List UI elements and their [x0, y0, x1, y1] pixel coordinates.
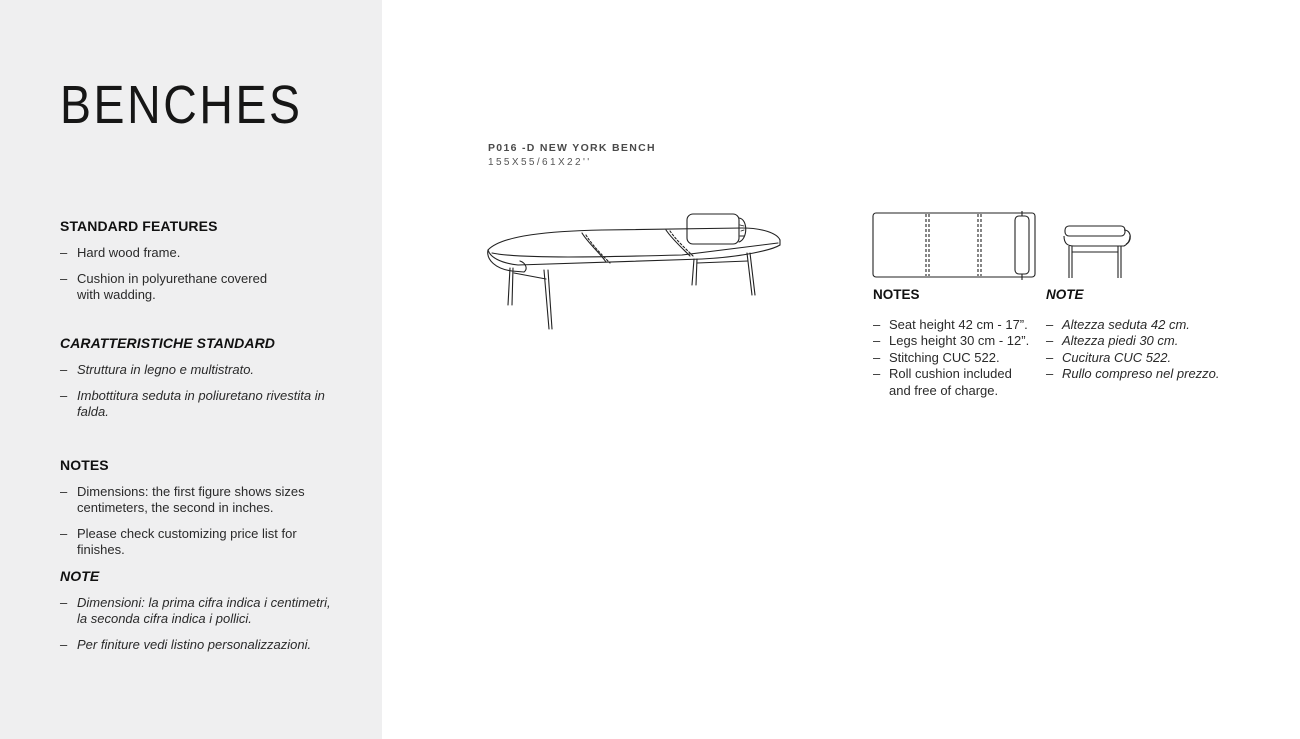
note-it-section: [60, 568, 340, 663]
list-item: – Stitching CUC 522.: [873, 350, 1048, 366]
product-notes-heading: NOTES: [873, 287, 920, 302]
product-note-it-heading: NOTE: [1046, 287, 1084, 302]
note-it-list: [60, 595, 340, 653]
list-item: – Struttura in legno e multistrato.: [60, 362, 340, 378]
bench-side-view-drawing-icon: [1060, 222, 1135, 282]
note-it-heading: NOTE: [60, 568, 100, 584]
product-code: P016 -D NEW YORK BENCH: [488, 142, 656, 154]
notes-section: [60, 457, 340, 568]
page-title: BENCHES: [60, 75, 303, 135]
notes-list: [60, 484, 340, 558]
list-item: – Legs height 30 cm - 12”.: [873, 333, 1048, 349]
list-item: – Altezza seduta 42 cm.: [1046, 317, 1246, 333]
product-dimensions: 155X55/61X22'': [488, 157, 592, 168]
list-item: – Altezza piedi 30 cm.: [1046, 333, 1246, 349]
list-item: – Roll cushion included and free of charge.: [873, 366, 1024, 399]
standard-features-list: [60, 245, 340, 303]
standard-features-section: [60, 218, 340, 313]
list-item: – Per finiture vedi listino personalizzazioni.: [60, 637, 340, 653]
caratteristiche-section: [60, 335, 340, 430]
bench-top-view-drawing-icon: [870, 210, 1040, 282]
standard-features-heading: STANDARD FEATURES: [60, 218, 218, 234]
product-note-it: [1046, 287, 1246, 383]
sidebar: [0, 0, 382, 739]
caratteristiche-list: [60, 362, 340, 420]
list-item: – Hard wood frame.: [60, 245, 340, 261]
list-item: – Imbottitura seduta in poliuretano rivestita in falda.: [60, 388, 327, 420]
product-notes: [873, 287, 1048, 399]
product-note-it-list: [1046, 317, 1246, 383]
list-item: – Please check customizing price list for finishes.: [60, 526, 317, 558]
notes-heading: NOTES: [60, 457, 109, 473]
list-item: – Rullo compreso nel prezzo.: [1046, 366, 1246, 382]
bench-perspective-drawing-icon: [482, 205, 787, 335]
list-item: – Cushion in polyurethane covered with wadding.: [60, 271, 277, 303]
caratteristiche-heading: CARATTERISTICHE STANDARD: [60, 335, 275, 351]
product-notes-list: [873, 317, 1048, 399]
list-item: – Seat height 42 cm - 17”.: [873, 317, 1048, 333]
list-item: – Cucitura CUC 522.: [1046, 350, 1246, 366]
list-item: – Dimensions: the first figure shows sizes centimeters, the second in inches.: [60, 484, 322, 516]
list-item: – Dimensioni: la prima cifra indica i centimetri, la seconda cifra indica i pollici.: [60, 595, 342, 627]
